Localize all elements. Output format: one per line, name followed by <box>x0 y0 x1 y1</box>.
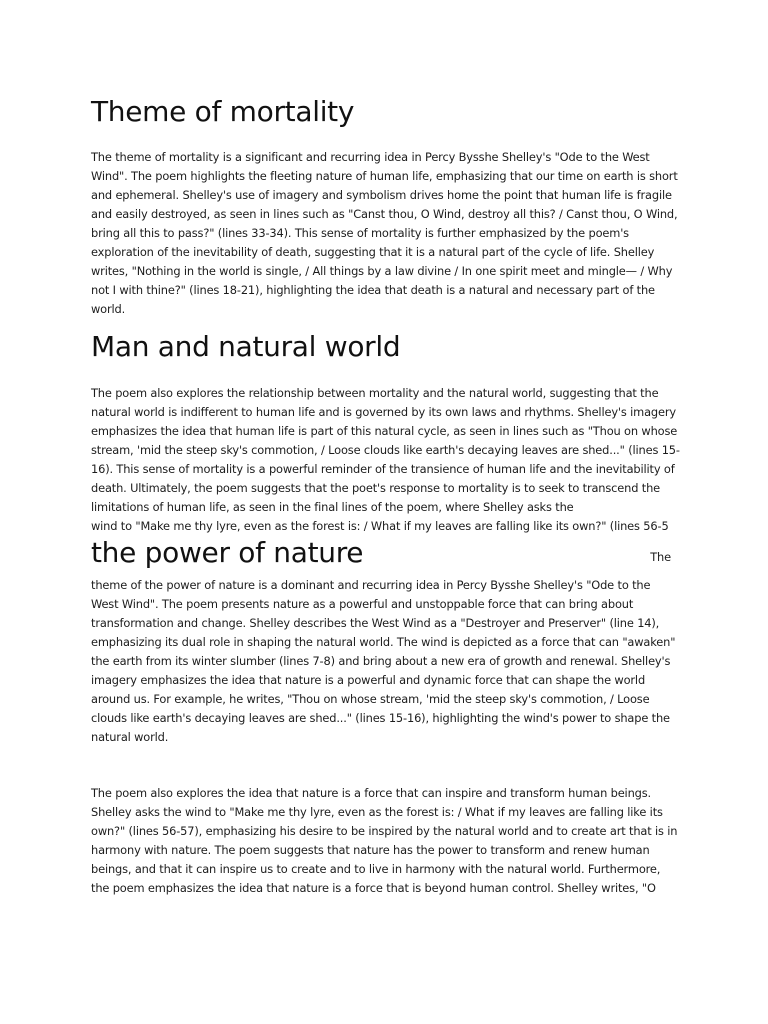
paragraph-man-and-natural-world-last-line: wind to "Make me thy lyre, even as the forest is: / What if my leaves are falling like its own?" (lines 56-5 <box>91 519 669 533</box>
paragraph-power-of-nature: theme of the power of nature is a dominant and recurring idea in Percy Bysshe Shelley's "Ode to the West Wind". The poem presents nature as a powerful and unstoppable force that can bring about transformation and change. Shelley describes the West Wind as a "Destroyer and Preserver" (line 14), emphasizing its dual role in shaping the natural world. The wind is depicted as a force that can "awaken" the earth from its winter slumber (lines 7-8) and bring about a new era of growth and renewal. Shelley's imagery emphasizes the idea that nature is a powerful and dynamic force that can shape the world around us. For example, he writes, "Thou on whose stream, 'mid the steep sky's commotion, / Loose clouds like earth's decaying leaves are shed..." (lines 15-16), highlighting the wind's power to shape the natural world. <box>91 578 676 744</box>
paragraph-inspire-and-transform: The poem also explores the idea that nature is a force that can inspire and transform human beings. Shelley asks the wind to "Make me thy lyre, even as the forest is: / What if my leaves are falling like its own?" (lines 56-57), emphasizing his desire to be inspired by the natural world and to create art that is in harmony with nature. The poem suggests that nature has the power to transform and renew human beings, and that it can inspire us to create and to live in harmony with the natural world. Furthermore, the poem emphasizes the idea that nature is a force that is beyond human control. Shelley writes, "O <box>91 786 678 895</box>
paragraph-man-and-natural-world: The poem also explores the relationship between mortality and the natural world, suggesting that the natural world is indifferent to human life and is governed by its own laws and rhythms. Shelley's imagery emphasizes the idea that human life is part of this natural cycle, as seen in lines such as "Thou on whose stream, 'mid the steep sky's commotion, / Loose clouds like earth's decaying leaves are shed..." (lines 15-16). This sense of mortality is a powerful reminder of the transience of human life and the inevitability of death. Ultimately, the poem suggests that the poet's response to mortality is to seek to transcend the limitations of human life, as seen in the final lines of the poem, where Shelley asks the <box>91 386 680 514</box>
heading-the-power-of-nature: the power of nature <box>91 536 364 569</box>
heading-theme-of-mortality: Theme of mortality <box>91 95 355 128</box>
section-mortality <box>91 95 681 319</box>
run-on-word: The <box>650 550 671 564</box>
section-man-and-natural-world <box>91 330 681 536</box>
heading-row <box>91 536 681 576</box>
section-power-of-nature <box>91 536 681 747</box>
paragraph-mortality: The theme of mortality is a significant and recurring idea in Percy Bysshe Shelley's "Ode to the West Wind". The poem highlights the fleeting nature of human life, emphasizing that our time on earth is short and ephemeral. Shelley's use of imagery and symbolism drives home the point that human life is fragile and easily destroyed, as seen in lines such as "Canst thou, O Wind, destroy all this? / Canst thou, O Wind, bring all this to pass?" (lines 33-34). This sense of mortality is further emphasized by the poem's exploration of the inevitability of death, suggesting that it is a natural part of the cycle of life. Shelley writes, "Nothing in the world is single, / All things by a law divine / In one spirit meet and mingle— / Why not I with thine?" (lines 18-21), highlighting the idea that death is a natural and necessary part of the world. <box>91 150 678 316</box>
heading-man-and-natural-world: Man and natural world <box>91 330 401 363</box>
section-inspire-and-transform <box>91 784 681 898</box>
